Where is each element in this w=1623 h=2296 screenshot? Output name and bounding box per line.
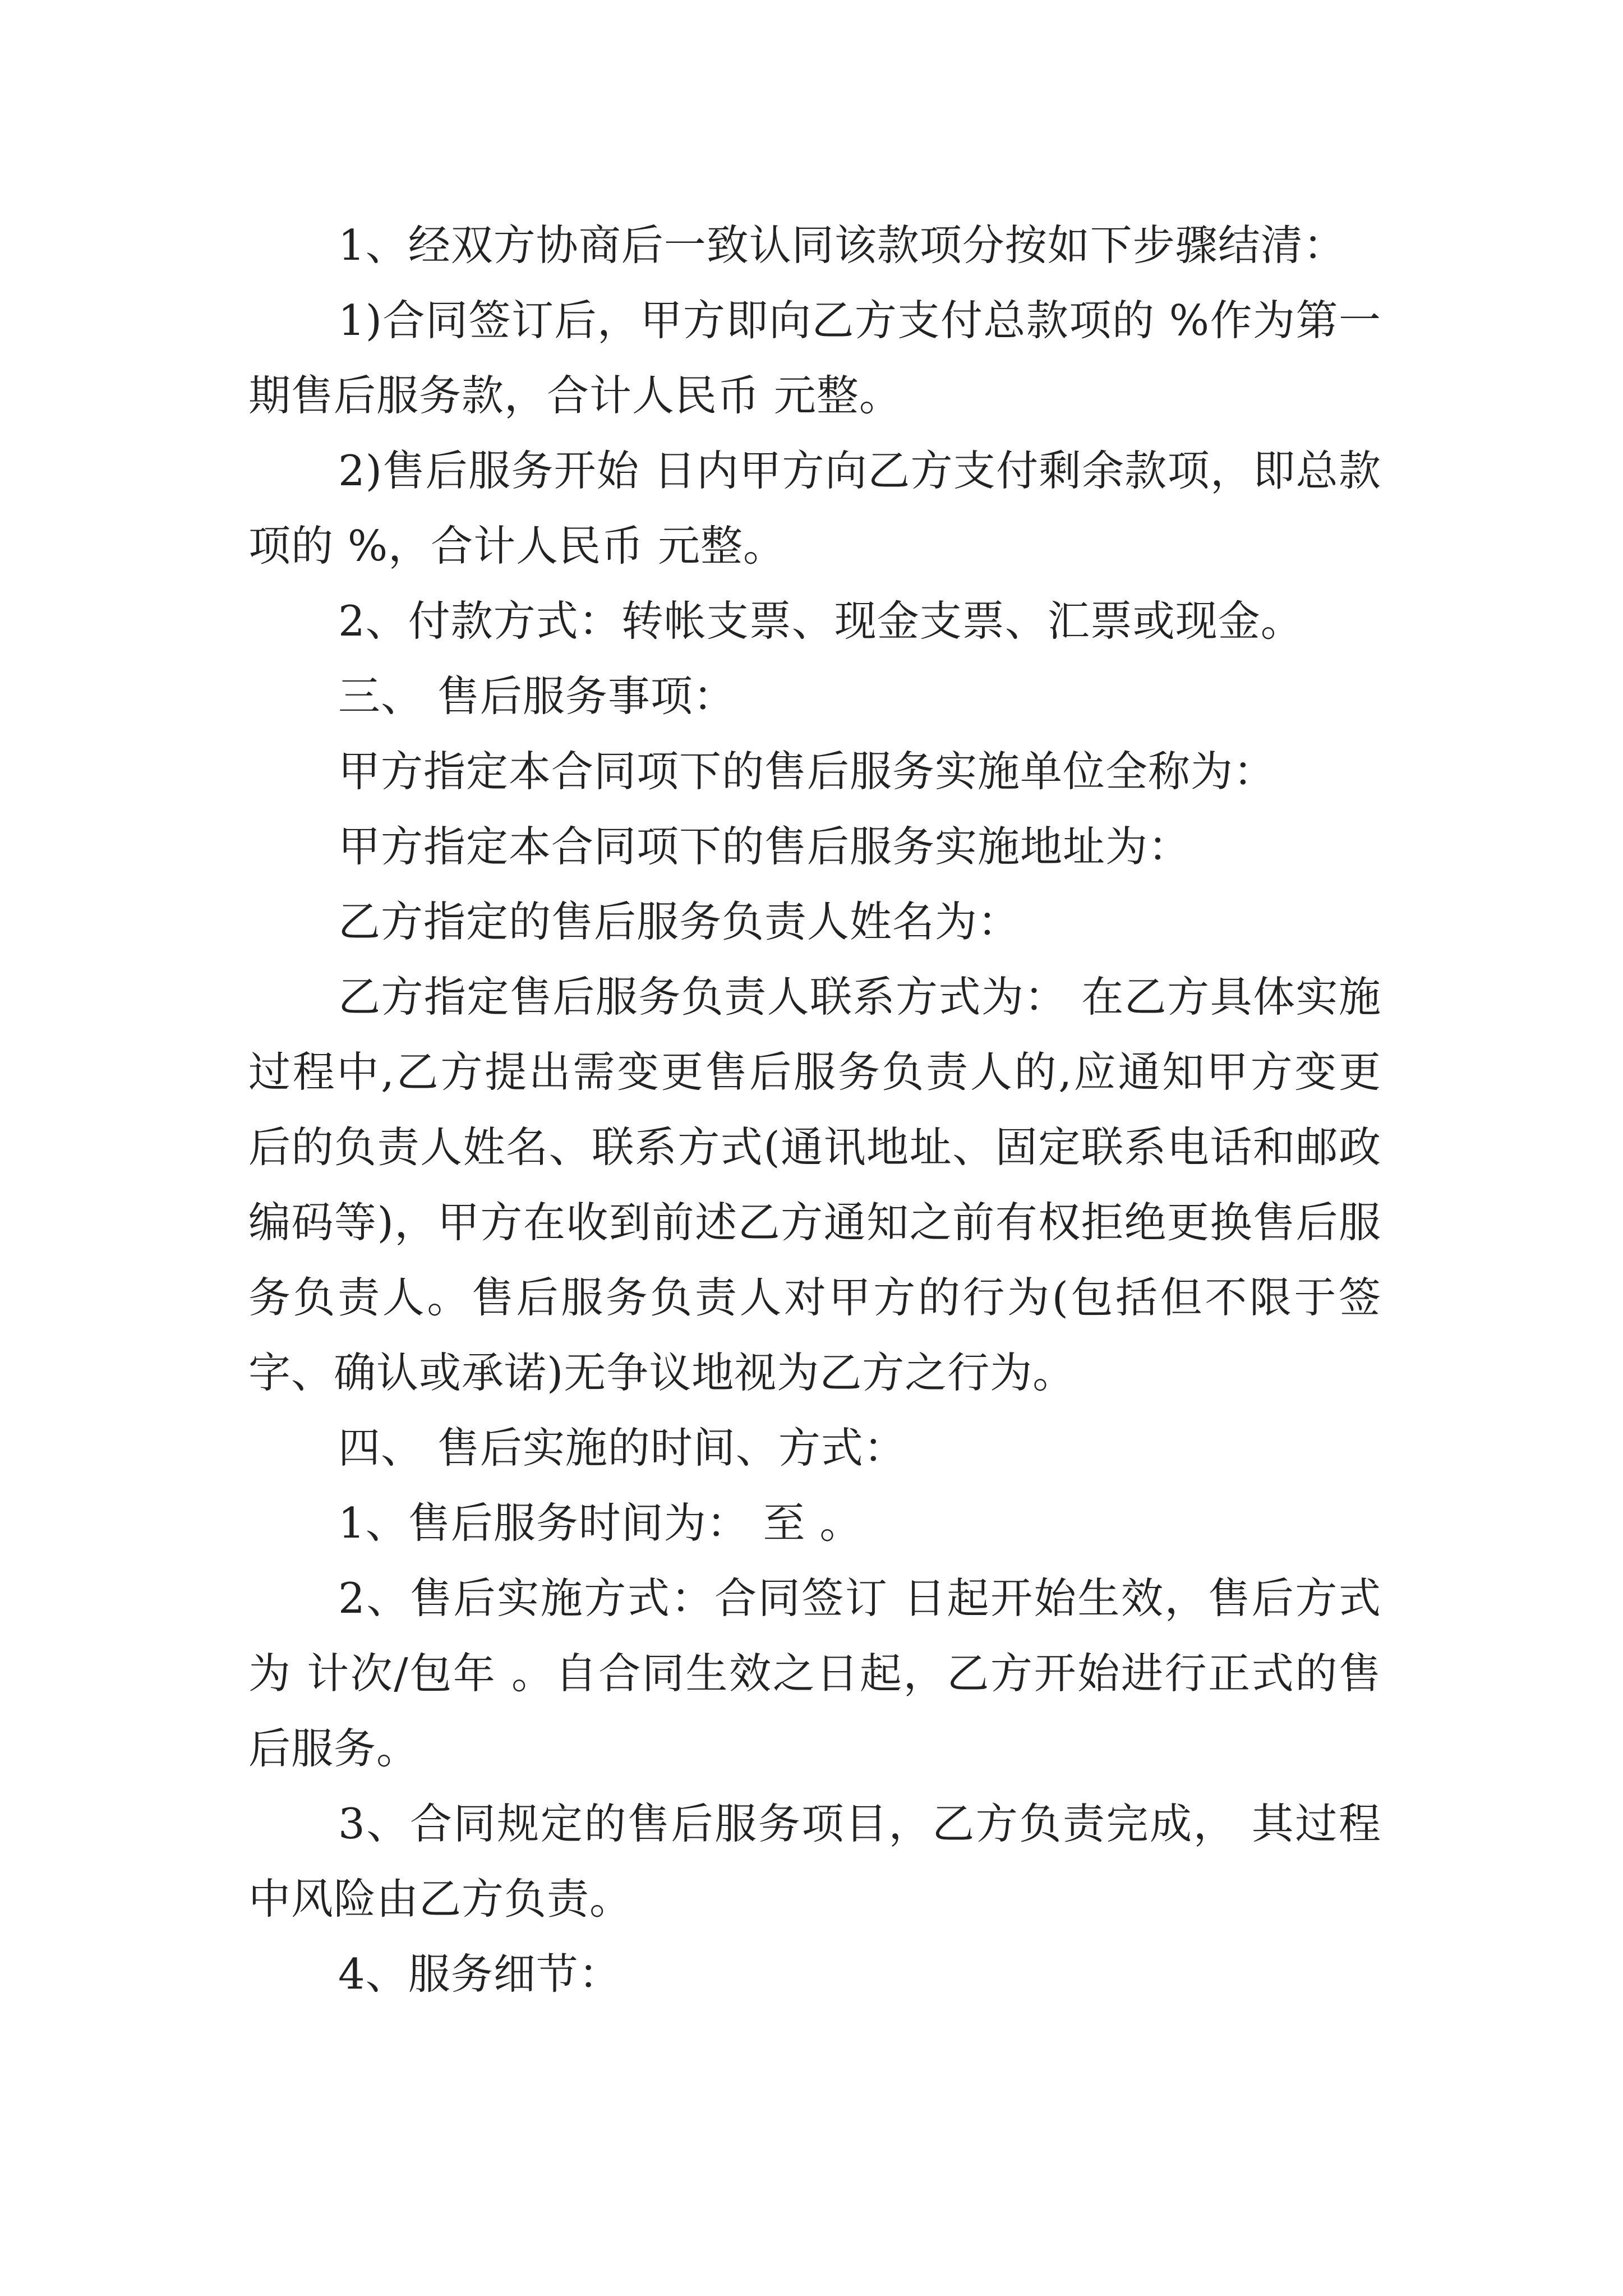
paragraph-service-manager-contact: 乙方指定售后服务负责人联系方式为： 在乙方具体实施过程中,乙方提出需变更售后服务负责人的,应通知甲方变更后的负责人姓名、联系方式(通讯地址、固定联系电话和邮政编码等)，甲方在收到前述乙方通知之前有权拒绝更换售后服务负责人。售后服务负责人对甲方的行为(包括但不限于签字、确认或承诺)无争议地视为乙方之行为。 <box>248 972 1381 1397</box>
document-body <box>248 208 1381 2012</box>
paragraph-service-manager-name: 乙方指定的售后服务负责人姓名为： <box>338 897 1021 946</box>
paragraph-service-details: 4、服务细节： <box>338 1949 621 1999</box>
section-heading-implementation: 四、 售后实施的时间、方式： <box>338 1423 906 1473</box>
paragraph-service-address: 甲方指定本合同项下的售后服务实施地址为： <box>338 822 1191 871</box>
paragraph-risk-responsibility: 3、合同规定的售后服务项目，乙方负责完成， 其过程中风险由乙方负责。 <box>248 1799 1381 1924</box>
section-heading-service-items: 三、 售后服务事项： <box>338 671 736 721</box>
paragraph-service-unit: 甲方指定本合同项下的售后服务实施单位全称为： <box>338 747 1276 796</box>
paragraph-service-period: 1、售后服务时间为： 至 。 <box>338 1498 863 1548</box>
paragraph-settlement-steps: 1、经双方协商后一致认同该款项分按如下步骤结清： <box>338 220 1346 270</box>
paragraph-remaining-payment: 2)售后服务开始 日内甲方向乙方支付剩余款项，即总款项的 %，合计人民币 元整。 <box>248 446 1381 570</box>
paragraph-first-payment: 1)合同签订后，甲方即向乙方支付总款项的 %作为第一期售后服务款，合计人民币 元整。 <box>248 296 1381 420</box>
paragraph-payment-method: 2、付款方式：转帐支票、现金支票、汇票或现金。 <box>338 596 1303 646</box>
paragraph-implementation-method: 2、售后实施方式：合同签订 日起开始生效，售后方式为 计次/包年 。自合同生效之日起，乙方开始进行正式的售后服务。 <box>248 1573 1381 1773</box>
